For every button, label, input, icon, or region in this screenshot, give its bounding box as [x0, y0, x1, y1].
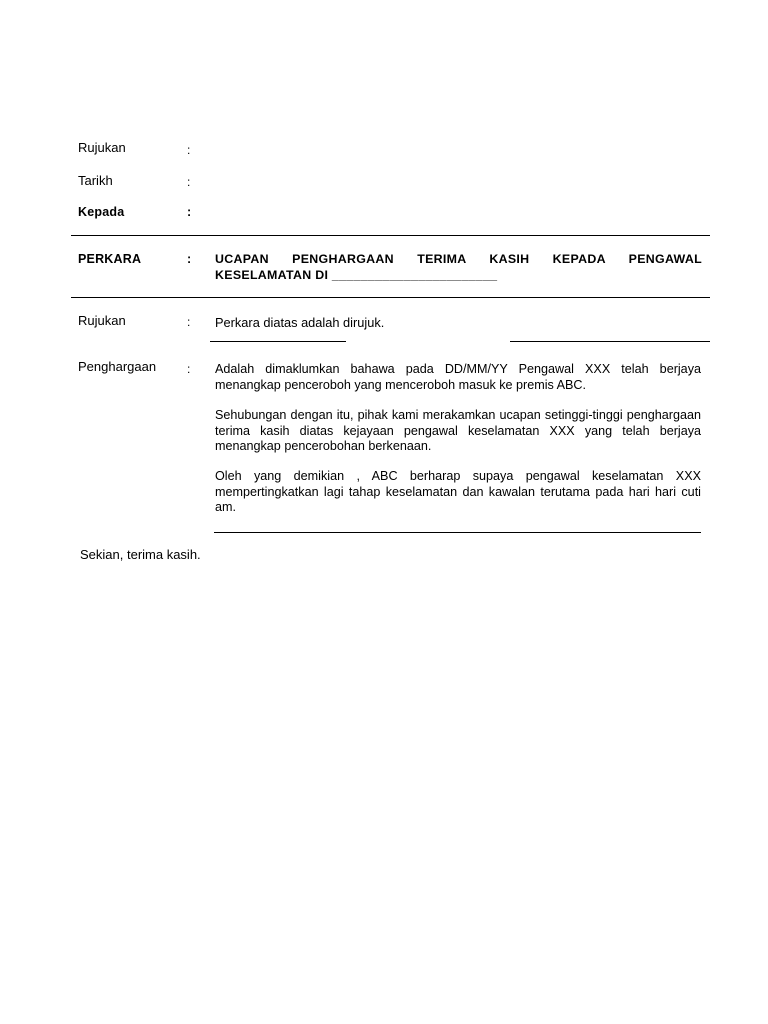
penghargaan-paragraph-1: Adalah dimaklumkan bahawa pada DD/MM/YY Pengawal XXX telah berjaya menangkap penceroboh yang menceroboh masuk ke premis ABC.	[215, 362, 701, 392]
divider-perkara	[71, 297, 710, 298]
kepada-label: Kepada	[78, 205, 125, 219]
kepada-colon: :	[187, 205, 192, 219]
tarikh-label: Tarikh	[78, 173, 113, 188]
rujukan-colon: :	[187, 143, 191, 157]
rujukan-section-colon: :	[187, 315, 191, 329]
divider-rujukan-right	[510, 341, 710, 342]
divider-top	[71, 235, 710, 236]
perkara-subject	[215, 252, 702, 283]
perkara-label: PERKARA	[78, 252, 142, 266]
perkara-subject-line1: UCAPAN PENGHARGAAN TERIMA KASIH KEPADA PENGAWAL	[215, 252, 702, 266]
penghargaan-label: Penghargaan	[78, 359, 157, 374]
rujukan-section-text: Perkara diatas adalah dirujuk.	[215, 315, 385, 330]
divider-bottom	[214, 532, 701, 533]
penghargaan-paragraph-2: Sehubungan dengan itu, pihak kami merakamkan ucapan setinggi-tinggi penghargaan terima kasih diatas kejayaan pengawal keselamatan XXX yang telah berjaya menangkap pencerobohan berkenaan.	[215, 408, 701, 453]
penghargaan-colon: :	[187, 362, 191, 376]
perkara-subject-line2: KESELAMATAN DI _______________________	[215, 267, 498, 282]
divider-rujukan-left	[210, 341, 346, 342]
tarikh-colon: :	[187, 175, 191, 189]
perkara-colon: :	[187, 252, 192, 266]
rujukan-section-label: Rujukan	[78, 313, 126, 328]
penghargaan-paragraph-3: Oleh yang demikian , ABC berharap supaya pengawal keselamatan XXX mempertingkatkan lagi tahap keselamatan dan kawalan terutama pada hari hari cuti am.	[215, 469, 701, 514]
rujukan-label: Rujukan	[78, 140, 126, 155]
closing-text: Sekian, terima kasih.	[80, 547, 201, 562]
